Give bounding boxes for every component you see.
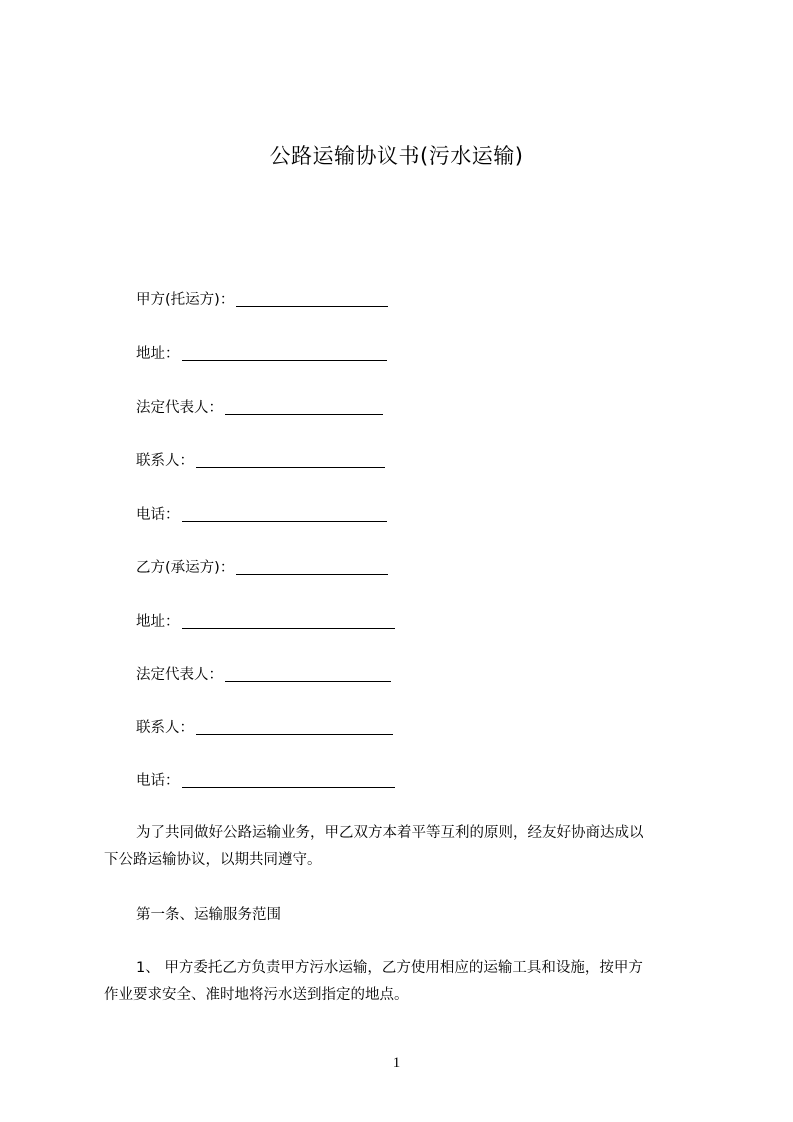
party-b-contact-blank[interactable]: [196, 720, 393, 735]
party-b-contact-field: [136, 718, 393, 738]
party-a-contact-field: [136, 451, 385, 471]
party-a-phone-field: [136, 505, 387, 525]
party-a-address-blank[interactable]: [182, 346, 387, 361]
party-b-phone-field: [136, 771, 395, 791]
intro-line-1: 为了共同做好公路运输业务，甲乙双方本着平等互利的原则，经友好协商达成以: [136, 825, 644, 841]
page-number: 1: [392, 1055, 401, 1071]
party-a-address-label: 地址：: [136, 346, 180, 362]
party-b-name-blank[interactable]: [236, 560, 388, 575]
party-b-legal-rep-blank[interactable]: [225, 667, 391, 682]
party-b-name-label: 乙方(承运方)：: [136, 560, 235, 576]
party-b-name-field: [136, 558, 388, 578]
document-title: 公路运输协议书(污水运输): [269, 144, 524, 168]
party-a-legal-rep-label: 法定代表人：: [136, 400, 223, 416]
party-a-legal-rep-field: [136, 398, 383, 418]
party-a-address-field: [136, 344, 387, 364]
intro-paragraph: [104, 820, 702, 874]
party-b-phone-label: 电话：: [136, 773, 180, 789]
party-b-address-blank[interactable]: [182, 614, 395, 629]
party-a-name-label: 甲方(托运方)：: [136, 292, 235, 308]
party-a-phone-label: 电话：: [136, 507, 180, 523]
party-a-name-blank[interactable]: [236, 292, 388, 307]
party-a-phone-blank[interactable]: [182, 507, 387, 522]
party-a-name-field: [136, 290, 388, 310]
party-b-address-label: 地址：: [136, 614, 180, 630]
intro-line-2: 下公路运输协议，以期共同遵守。: [104, 852, 322, 868]
article-1-item-1-line-2: 作业要求安全、准时地将污水送到指定的地点。: [104, 987, 409, 1003]
party-b-phone-blank[interactable]: [182, 773, 395, 788]
party-a-legal-rep-blank[interactable]: [225, 400, 383, 415]
article-1-heading: 第一条、运输服务范围: [136, 907, 281, 923]
article-1-item-1-line-1: 1、 甲方委托乙方负责甲方污水运输，乙方使用相应的运输工具和设施，按甲方: [136, 960, 643, 976]
party-a-contact-blank[interactable]: [196, 453, 385, 468]
article-1-item-1: [104, 955, 702, 1009]
party-b-legal-rep-label: 法定代表人：: [136, 667, 223, 683]
party-b-contact-label: 联系人：: [136, 720, 194, 736]
party-b-legal-rep-field: [136, 665, 391, 685]
party-a-contact-label: 联系人：: [136, 453, 194, 469]
party-b-address-field: [136, 612, 395, 632]
